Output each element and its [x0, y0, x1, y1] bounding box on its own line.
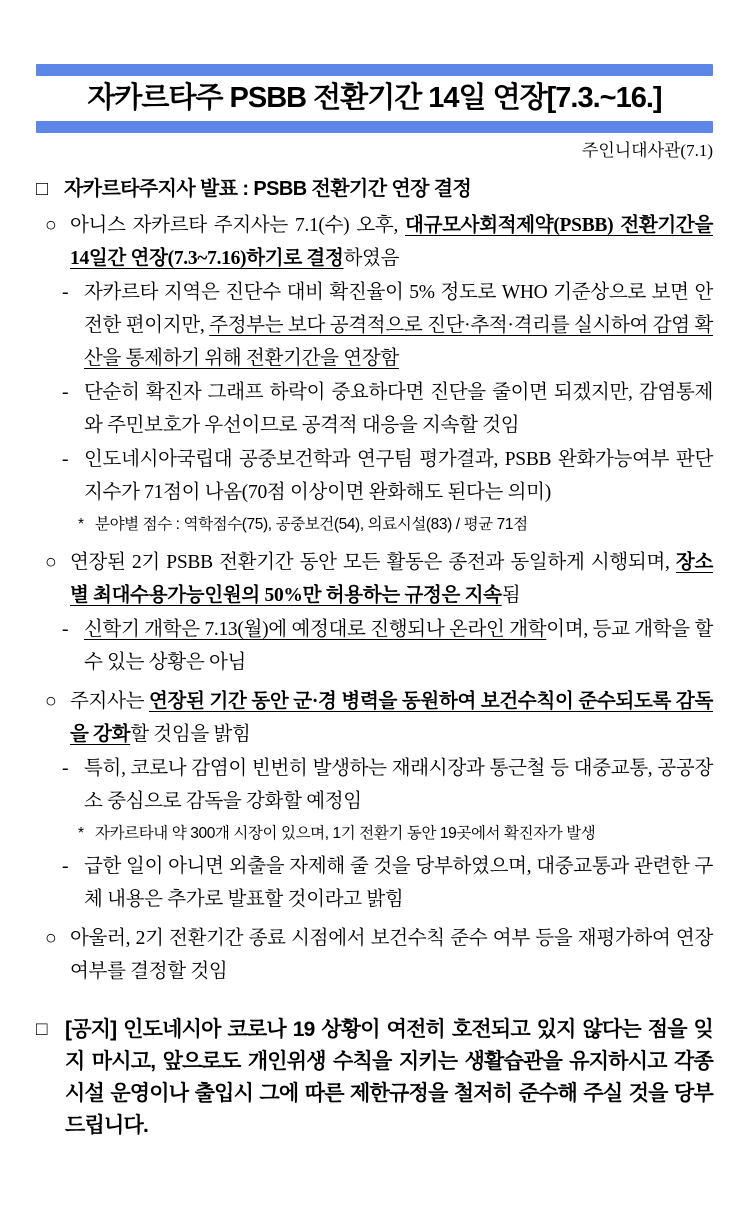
sub-bullet-who-standard [36, 276, 713, 375]
emphasis-text: 연장된 기간 동안 군·경 병력을 동원하여 보건수칙이 준수되도록 감독을 강화 [70, 691, 713, 745]
sub-bullet-graph [36, 376, 713, 442]
sub-bullet-school-opening [36, 613, 713, 679]
bullet-text: 주지사는 연장된 기간 동안 군·경 병력을 동원하여 보건수칙이 준수되도록 감독을 강화할 것임을 밝힘 [70, 691, 713, 745]
circle-bullet-marker: ○ [45, 552, 57, 573]
bullet-text: 특히, 코로나 감염이 빈번히 발생하는 재래시장과 통근철 등 대중교통, 공공장소 중심으로 감독을 강화할 예정임 [84, 758, 713, 812]
document-page [0, 64, 750, 1142]
footnote-scores [36, 510, 713, 540]
bullet-text: 자카르타 지역은 진단수 대비 확진율이 5% 정도로 WHO 기준상으로 보면 안전한 편이지만, 주정부는 보다 공격적으로 진단·추적·격리를 실시하여 감염 확산을 통제하기 위해 전환기간을 연장함 [84, 282, 714, 369]
title-top-rule [36, 64, 713, 76]
bullet-item-enforcement [36, 685, 713, 751]
bullet-item-reevaluation [36, 922, 713, 988]
bullet-text: 인도네시아국립대 공중보건학과 연구팀 평가결과, PSBB 완화가능여부 판단지수가 71점이 나옴(70점 이상이면 완화해도 된다는 의미) [84, 449, 713, 503]
bullet-text: 신학기 개학은 7.13(월)에 예정대로 진행되나 온라인 개학이며, 등교 개학을 할 수 있는 상황은 아님 [84, 619, 713, 673]
circle-bullet-marker: ○ [45, 691, 57, 712]
emphasis-text: 장소별 최대수용가능인원의 50%만 허용하는 규정은 지속 [70, 552, 713, 606]
bullet-text: 아울러, 2기 전환기간 종료 시점에서 보건수칙 준수 여부 등을 재평가하여 연장여부를 결정할 것임 [70, 928, 713, 982]
section-heading [36, 175, 713, 203]
source-credit: 주인니대사관(7.1) [581, 141, 713, 160]
sub-bullet-markets-transport [36, 752, 713, 818]
title-banner [36, 64, 713, 133]
section-heading-text: 자카르타주지사 발표 : PSBB 전환기간 연장 결정 [64, 178, 472, 200]
dash-bullet-marker: - [62, 856, 69, 877]
circle-bullet-marker: ○ [45, 928, 57, 949]
bullet-text: 급한 일이 아니면 외출을 자제해 줄 것을 당부하였으며, 대중교통과 관련한 구체 내용은 추가로 발표할 것이라고 밝힘 [84, 856, 713, 910]
underline-text: 주정부는 보다 공격적으로 진단·추적·격리를 실시하여 감염 확산을 통제하기 위해 전환기간을 연장함 [84, 315, 714, 369]
bullet-item-decision [36, 209, 713, 275]
bullet-text: 연장된 2기 PSBB 전환기간 동안 모든 활동은 종전과 동일하게 시행되며, 장소별 최대수용가능인원의 50%만 허용하는 규정은 지속됨 [70, 552, 713, 606]
notice-paragraph [36, 1014, 713, 1142]
sub-bullet-university-score [36, 443, 713, 509]
asterisk-marker: * [78, 825, 84, 842]
bullet-text: 단순히 확진자 그래프 하락이 중요하다면 진단을 줄이면 되겠지만, 감염통제와 주민보호가 우선이므로 공격적 대응을 지속할 것임 [84, 382, 713, 436]
dash-bullet-marker: - [62, 449, 69, 470]
underline-text: 신학기 개학은 7.13(월)에 예정대로 진행되나 온라인 개학 [84, 619, 547, 640]
sub-bullet-stay-home [36, 850, 713, 916]
dash-bullet-marker: - [62, 282, 69, 303]
bullet-text: 아니스 자카르타 주지사는 7.1(수) 오후, 대규모사회적제약(PSBB) 전환기간을 14일간 연장(7.3~7.16)하기로 결정하였음 [70, 215, 713, 269]
footnote-markets [36, 819, 713, 849]
footnote-text: 자카르타내 약 300개 시장이 있으며, 1기 전환기 동안 19곳에서 확진자가 발생 [95, 825, 596, 842]
circle-bullet-marker: ○ [45, 215, 57, 236]
square-bullet-marker: □ [36, 178, 48, 200]
dash-bullet-marker: - [62, 758, 69, 779]
page-title: 자카르타주 PSBB 전환기간 14일 연장[7.3.~16.] [87, 82, 662, 114]
emphasis-text: 대규모사회적제약(PSBB) 전환기간을 14일간 연장(7.3~7.16)하기로 결정 [70, 215, 713, 269]
notice-text: [공지] 인도네시아 코로나 19 상황이 여전히 호전되고 있지 않다는 점을 잊지 마시고, 앞으로도 개인위생 수칙을 지키는 생활습관을 유지하시고 각종 시설 운영이나 출입시 그에 따른 제한규정을 철저히 준수해 주실 것을 당부드립니다. [65, 1018, 713, 1137]
square-bullet-marker: □ [36, 1019, 47, 1040]
footnote-text: 분야별 점수 : 역학점수(75), 공중보건(54), 의료시설(83) / 평균 71점 [95, 516, 528, 533]
dash-bullet-marker: - [62, 382, 69, 403]
title-bottom-rule [36, 121, 713, 133]
dash-bullet-marker: - [62, 619, 69, 640]
bullet-item-capacity-rule [36, 546, 713, 612]
asterisk-marker: * [78, 516, 84, 533]
